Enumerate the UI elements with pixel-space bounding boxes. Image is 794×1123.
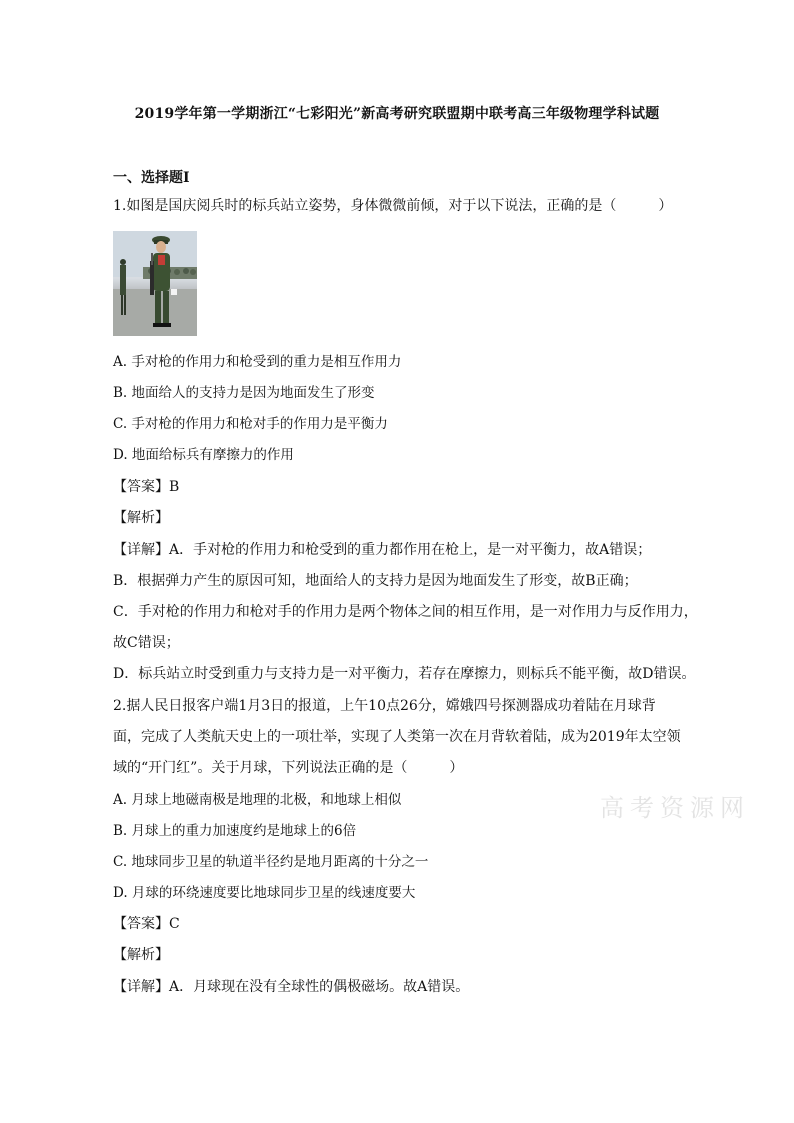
watermark: 高考资源网 [600, 794, 750, 822]
question-2-stem-line-1: 2.据人民日报客户端1月3日的报道，上午10点26分，嫦娥四号探测器成功着陆在月球背 [113, 698, 656, 714]
section-heading: 一、选择题Ⅰ [113, 170, 190, 186]
soldier-photo-illustration [113, 231, 197, 336]
question-1-detail-4: 故C错误； [113, 635, 180, 651]
question-1-detail-5: D．标兵站立时受到重力与支持力是一对平衡力，若存在摩擦力，则标兵不能平衡，故D错误。 [113, 666, 696, 682]
question-1-stem: 1.如图是国庆阅兵时的标兵站立姿势，身体微微前倾，对于以下说法，正确的是（ ） [113, 198, 673, 214]
question-1-option-b: B. 地面给人的支持力是因为地面发生了形变 [113, 385, 375, 401]
question-2-analysis-label: 【解析】 [113, 947, 169, 963]
question-1-detail-1: 【详解】A．手对枪的作用力和枪受到的重力都作用在枪上，是一对平衡力，故A错误； [113, 542, 652, 558]
question-2-option-d: D. 月球的环绕速度要比地球同步卫星的线速度要大 [113, 885, 416, 901]
soldier-photo [113, 231, 197, 336]
question-2-detail-1: 【详解】A．月球现在没有全球性的偶极磁场。故A错误。 [113, 979, 470, 995]
question-1-analysis-label: 【解析】 [113, 510, 169, 526]
question-1-detail-2: B．根据弹力产生的原因可知，地面给人的支持力是因为地面发生了形变，故B正确； [113, 573, 638, 589]
page-title: 2019学年第一学期浙江“七彩阳光”新高考研究联盟期中联考高三年级物理学科试题 [134, 106, 660, 122]
question-2-answer: 【答案】C [113, 916, 180, 932]
question-1-option-a: A. 手对枪的作用力和枪受到的重力是相互作用力 [113, 354, 402, 370]
question-1-option-c: C. 手对枪的作用力和枪对手的作用力是平衡力 [113, 416, 388, 432]
question-1-detail-3: C．手对枪的作用力和枪对手的作用力是两个物体之间的相互作用，是一对作用力与反作用力， [113, 604, 698, 620]
question-1-answer: 【答案】B [113, 479, 180, 495]
question-2-stem-line-3: 域的“开门红”。关于月球，下列说法正确的是（ ） [113, 760, 464, 776]
question-2-option-a: A. 月球上地磁南极是地理的北极，和地球上相似 [113, 792, 402, 808]
question-2-option-c: C. 地球同步卫星的轨道半径约是地月距离的十分之一 [113, 854, 429, 870]
question-2-stem-line-2: 面，完成了人类航天史上的一项壮举，实现了人类第一次在月背软着陆，成为2019年太空领 [113, 729, 681, 745]
question-2-option-b: B. 月球上的重力加速度约是地球上的6倍 [113, 823, 357, 839]
question-1-option-d: D. 地面给标兵有摩擦力的作用 [113, 447, 294, 463]
